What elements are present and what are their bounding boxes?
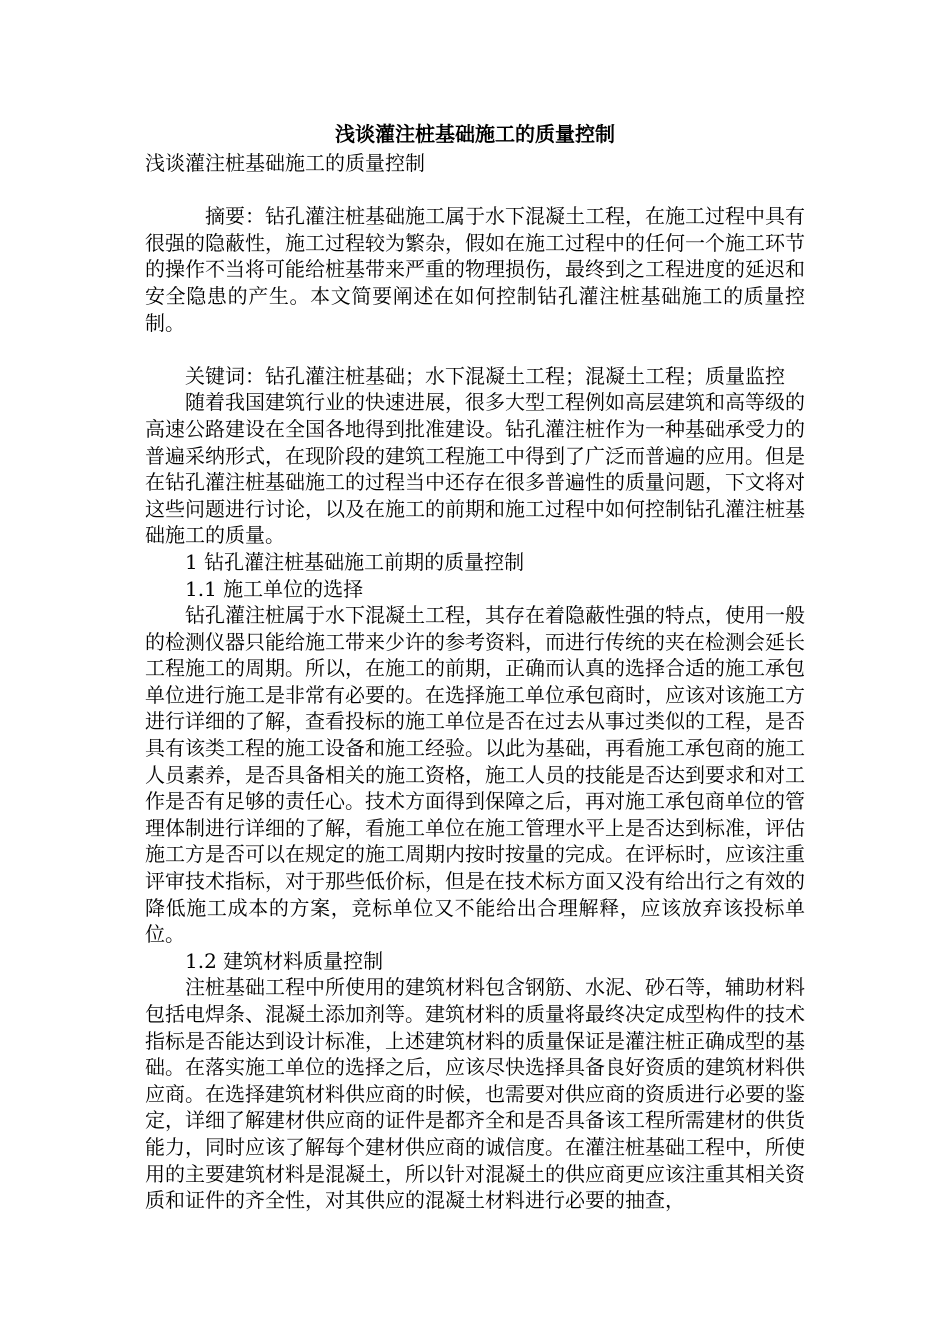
section-heading-1-1: 1.1 施工单位的选择 [185,576,364,601]
section-heading-1: 1 钻孔灌注桩基础施工前期的质量控制 [185,549,525,574]
document-subtitle: 浅谈灌注桩基础施工的质量控制 [145,151,425,175]
intro-paragraph: 随着我国建筑行业的快速进展，很多大型工程例如高层建筑和高等级的高速公路建设在全国各地得到批准建设。钻孔灌注桩作为一种基础承受力的普遍采纳形式，在现阶段的建筑工程施工中得到了广泛而普遍的应用。但是在钻孔灌注桩基础施工的过程当中还存在很多普遍性的质量问题，下文将对这些问题进行讨论，以及在施工的前期和施工过程中如何控制钻孔灌注桩基础施工的质量。 [145,390,805,548]
document-page [145,120,805,1214]
section-heading-1-2: 1.2 建筑材料质量控制 [185,948,384,973]
blank-line [145,336,805,363]
document-title: 浅谈灌注桩基础施工的质量控制 [335,122,615,146]
blank-line [145,177,805,204]
section-1-1-paragraph: 钻孔灌注桩属于水下混凝土工程，其存在着隐蔽性强的特点，使用一般的检测仪器只能给施工带来少许的参考资料，而进行传统的夹在检测会延长工程施工的周期。所以，在施工的前期，正确而认真的选择合适的施工承包单位进行施工是非常有必要的。在选择施工单位承包商时，应该对该施工方进行详细的了解，查看投标的施工单位是否在过去从事过类似的工程，是否具有该类工程的施工设备和施工经验。以此为基础，再看施工承包商的施工人员素养，是否具备相关的施工资格，施工人员的技能是否达到要求和对工作是否有足够的责任心。技术方面得到保障之后，再对施工承包商单位的管理体制进行详细的了解，看施工单位在施工管理水平上是否达到标准，评估施工方是否可以在规定的施工周期内按时按量的完成。在评标时，应该注重评审技术指标，对于那些低价标，但是在技术标方面又没有给出行之有效的降低施工成本的方案，竞标单位又不能给出合理解释，应该放弃该投标单位。 [145,603,805,947]
keywords-paragraph: 关键词：钻孔灌注桩基础；水下混凝土工程；混凝土工程；质量监控 [185,363,785,388]
section-1-2-paragraph: 注桩基础工程中所使用的建筑材料包含钢筋、水泥、砂石等，辅助材料包括电焊条、混凝土添加剂等。建筑材料的质量将最终决定成型构件的技术指标是否能达到设计标准，上述建筑材料的质量保证是灌注桩正确成型的基础。在落实施工单位的选择之后，应该尽快选择具备良好资质的建筑材料供应商。在选择建筑材料供应商的时候，也需要对供应商的资质进行必要的鉴定，详细了解建材供应商的证件是都齐全和是否具备该工程所需建材的供货能力，同时应该了解每个建材供应商的诚信度。在灌注桩基础工程中，所使用的主要建筑材料是混凝土，所以针对混凝土的供应商更应该注重其相关资质和证件的齐全性，对其供应的混凝土材料进行必要的抽查， [145,975,805,1213]
abstract-paragraph: 摘要：钻孔灌注桩基础施工属于水下混凝土工程，在施工过程中具有很强的隐蔽性，施工过程较为繁杂，假如在施工过程中的任何一个施工环节的操作不当将可能给桩基带来严重的物理损伤，最终到之工程进度的延迟和安全隐患的产生。本文简要阐述在如何控制钻孔灌注桩基础施工的质量控制。 [145,204,805,335]
